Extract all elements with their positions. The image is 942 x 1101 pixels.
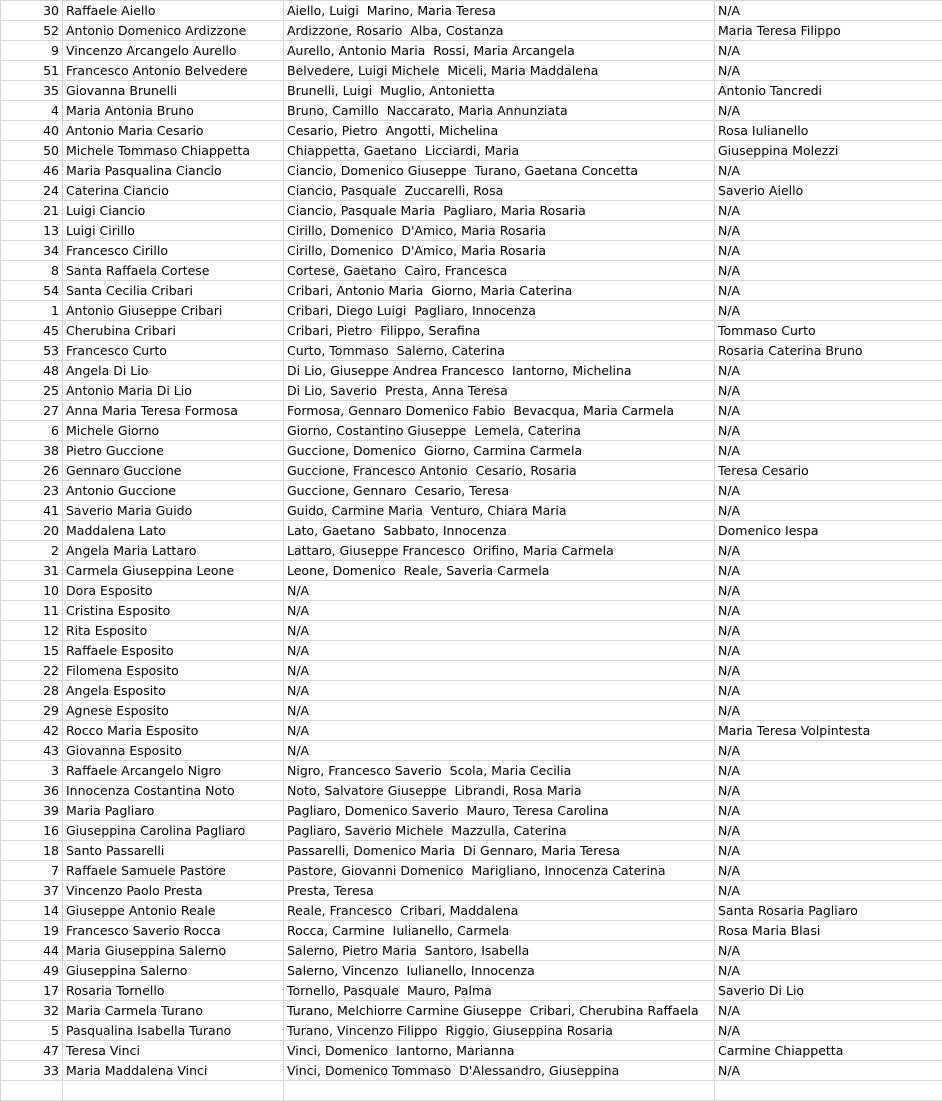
- spouse-cell[interactable]: N/A: [715, 541, 942, 561]
- name-cell[interactable]: Teresa Vinci: [63, 1041, 284, 1061]
- name-cell[interactable]: Raffaele Aiello: [63, 1, 284, 21]
- spouse-cell[interactable]: N/A: [715, 441, 942, 461]
- spouse-cell[interactable]: N/A: [715, 661, 942, 681]
- id-cell[interactable]: 4: [1, 101, 63, 121]
- spreadsheet-body: [1, 1, 942, 1101]
- name-cell[interactable]: Luigi Ciancio: [63, 201, 284, 221]
- id-cell[interactable]: 38: [1, 441, 63, 461]
- spouse-cell[interactable]: N/A: [715, 421, 942, 441]
- spouse-cell[interactable]: N/A: [715, 281, 942, 301]
- table-row: [1, 381, 942, 401]
- table-row: [1, 981, 942, 1001]
- parents-cell[interactable]: Nigro, Francesco Saverio Scola, Maria Cecilia: [284, 761, 715, 781]
- spouse-cell[interactable]: N/A: [715, 821, 942, 841]
- table-row: [1, 621, 942, 641]
- table-row: [1, 581, 942, 601]
- name-cell[interactable]: Maria Pasqualina Ciancio: [63, 161, 284, 181]
- spouse-cell[interactable]: Tommaso Curto: [715, 321, 942, 341]
- table-row: [1, 941, 942, 961]
- parents-cell[interactable]: Ciancio, Domenico Giuseppe Turano, Gaetana Concetta: [284, 161, 715, 181]
- table-row: [1, 401, 942, 421]
- id-cell[interactable]: 5: [1, 1021, 63, 1041]
- id-cell[interactable]: 20: [1, 521, 63, 541]
- id-cell[interactable]: 27: [1, 401, 63, 421]
- table-row: [1, 1081, 942, 1101]
- table-row: [1, 301, 942, 321]
- spouse-cell[interactable]: Domenico Iespa: [715, 521, 942, 541]
- spouse-cell[interactable]: N/A: [715, 381, 942, 401]
- parents-cell[interactable]: Cribari, Diego Luigi Pagliaro, Innocenza: [284, 301, 715, 321]
- parents-cell[interactable]: Ciancio, Pasquale Maria Pagliaro, Maria Rosaria: [284, 201, 715, 221]
- name-cell[interactable]: Angela Esposito: [63, 681, 284, 701]
- table-row: [1, 441, 942, 461]
- table-row: [1, 81, 942, 101]
- name-cell[interactable]: Cherubina Cribari: [63, 321, 284, 341]
- id-cell[interactable]: 26: [1, 461, 63, 481]
- parents-cell[interactable]: N/A: [284, 581, 715, 601]
- name-cell[interactable]: Giovanna Esposito: [63, 741, 284, 761]
- name-cell[interactable]: Caterina Ciancio: [63, 181, 284, 201]
- id-cell[interactable]: 15: [1, 641, 63, 661]
- parents-cell[interactable]: Pagliaro, Saverio Michele Mazzulla, Caterina: [284, 821, 715, 841]
- parents-cell[interactable]: Noto, Salvatore Giuseppe Librandi, Rosa Maria: [284, 781, 715, 801]
- name-cell[interactable]: Luigi Cirillo: [63, 221, 284, 241]
- table-row: [1, 101, 942, 121]
- parents-cell[interactable]: Reale, Francesco Cribari, Maddalena: [284, 901, 715, 921]
- name-cell[interactable]: Michele Tommaso Chiappetta: [63, 141, 284, 161]
- spouse-cell[interactable]: N/A: [715, 241, 942, 261]
- parents-cell[interactable]: [284, 1081, 715, 1101]
- parents-cell[interactable]: Guido, Carmine Maria Venturo, Chiara Maria: [284, 501, 715, 521]
- id-cell[interactable]: 10: [1, 581, 63, 601]
- parents-cell[interactable]: Guccione, Domenico Giorno, Carmina Carmela: [284, 441, 715, 461]
- spouse-cell[interactable]: N/A: [715, 501, 942, 521]
- id-cell[interactable]: 2: [1, 541, 63, 561]
- parents-cell[interactable]: Salerno, Pietro Maria Santoro, Isabella: [284, 941, 715, 961]
- table-row: [1, 321, 942, 341]
- spouse-cell[interactable]: N/A: [715, 161, 942, 181]
- spouse-cell[interactable]: N/A: [715, 201, 942, 221]
- name-cell[interactable]: Antonio Giuseppe Cribari: [63, 301, 284, 321]
- spouse-cell[interactable]: N/A: [715, 481, 942, 501]
- name-cell[interactable]: Francesco Saverio Rocca: [63, 921, 284, 941]
- table-row: [1, 721, 942, 741]
- parents-cell[interactable]: N/A: [284, 701, 715, 721]
- name-cell[interactable]: Giuseppina Salerno: [63, 961, 284, 981]
- name-cell[interactable]: Angela Di Lio: [63, 361, 284, 381]
- id-cell[interactable]: 21: [1, 201, 63, 221]
- id-cell[interactable]: 43: [1, 741, 63, 761]
- table-row: [1, 1021, 942, 1041]
- table-row: [1, 1061, 942, 1081]
- id-cell[interactable]: 24: [1, 181, 63, 201]
- parents-cell[interactable]: Cirillo, Domenico D'Amico, Maria Rosaria: [284, 241, 715, 261]
- spouse-cell[interactable]: N/A: [715, 801, 942, 821]
- parents-cell[interactable]: Chiappetta, Gaetano Licciardi, Maria: [284, 141, 715, 161]
- id-cell[interactable]: 1: [1, 301, 63, 321]
- spouse-cell[interactable]: N/A: [715, 581, 942, 601]
- table-row: [1, 801, 942, 821]
- spouse-cell[interactable]: N/A: [715, 761, 942, 781]
- id-cell[interactable]: 44: [1, 941, 63, 961]
- name-cell[interactable]: Santo Passarelli: [63, 841, 284, 861]
- id-cell[interactable]: 17: [1, 981, 63, 1001]
- id-cell[interactable]: 8: [1, 261, 63, 281]
- table-row: [1, 61, 942, 81]
- parents-cell[interactable]: Leone, Domenico Reale, Saveria Carmela: [284, 561, 715, 581]
- spouse-cell[interactable]: Antonio Tancredi: [715, 81, 942, 101]
- spouse-cell[interactable]: Giuseppina Molezzi: [715, 141, 942, 161]
- table-row: [1, 21, 942, 41]
- name-cell[interactable]: Santa Cecilia Cribari: [63, 281, 284, 301]
- spouse-cell[interactable]: N/A: [715, 261, 942, 281]
- parents-cell[interactable]: Passarelli, Domenico Maria Di Gennaro, Maria Teresa: [284, 841, 715, 861]
- table-row: [1, 181, 942, 201]
- parents-cell[interactable]: Presta, Teresa: [284, 881, 715, 901]
- spouse-cell[interactable]: Rosaria Caterina Bruno: [715, 341, 942, 361]
- spouse-cell[interactable]: N/A: [715, 741, 942, 761]
- parents-cell[interactable]: Cesario, Pietro Angotti, Michelina: [284, 121, 715, 141]
- parents-cell[interactable]: N/A: [284, 621, 715, 641]
- name-cell[interactable]: Francesco Cirillo: [63, 241, 284, 261]
- name-cell[interactable]: Maria Giuseppina Salerno: [63, 941, 284, 961]
- table-row: [1, 681, 942, 701]
- spouse-cell[interactable]: N/A: [715, 61, 942, 81]
- table-row: [1, 201, 942, 221]
- table-row: [1, 1041, 942, 1061]
- name-cell[interactable]: Vincenzo Paolo Presta: [63, 881, 284, 901]
- id-cell[interactable]: 16: [1, 821, 63, 841]
- name-cell[interactable]: Vincenzo Arcangelo Aurello: [63, 41, 284, 61]
- table-row: [1, 741, 942, 761]
- name-cell[interactable]: [63, 1081, 284, 1101]
- name-cell[interactable]: Pasqualina Isabella Turano: [63, 1021, 284, 1041]
- table-row: [1, 341, 942, 361]
- name-cell[interactable]: Raffaele Esposito: [63, 641, 284, 661]
- id-cell[interactable]: 50: [1, 141, 63, 161]
- spouse-cell[interactable]: N/A: [715, 1001, 942, 1021]
- spouse-cell[interactable]: N/A: [715, 601, 942, 621]
- spouse-cell[interactable]: Rosa Maria Blasi: [715, 921, 942, 941]
- id-cell[interactable]: 9: [1, 41, 63, 61]
- id-cell[interactable]: 51: [1, 61, 63, 81]
- name-cell[interactable]: Antonio Maria Di Lio: [63, 381, 284, 401]
- parents-cell[interactable]: Pastore, Giovanni Domenico Marigliano, Innocenza Caterina: [284, 861, 715, 881]
- id-cell[interactable]: 6: [1, 421, 63, 441]
- table-row: [1, 821, 942, 841]
- parents-cell[interactable]: Aurello, Antonio Maria Rossi, Maria Arcangela: [284, 41, 715, 61]
- spouse-cell[interactable]: N/A: [715, 361, 942, 381]
- spouse-cell[interactable]: N/A: [715, 101, 942, 121]
- table-row: [1, 841, 942, 861]
- id-cell[interactable]: 30: [1, 1, 63, 21]
- table-row: [1, 961, 942, 981]
- name-cell[interactable]: Michele Giorno: [63, 421, 284, 441]
- name-cell[interactable]: Rocco Maria Esposito: [63, 721, 284, 741]
- parents-cell[interactable]: N/A: [284, 641, 715, 661]
- parents-cell[interactable]: N/A: [284, 721, 715, 741]
- table-row: [1, 601, 942, 621]
- id-cell[interactable]: 41: [1, 501, 63, 521]
- id-cell[interactable]: 22: [1, 661, 63, 681]
- name-cell[interactable]: Dora Esposito: [63, 581, 284, 601]
- id-cell[interactable]: 35: [1, 81, 63, 101]
- id-cell[interactable]: 40: [1, 121, 63, 141]
- id-cell[interactable]: 36: [1, 781, 63, 801]
- name-cell[interactable]: Santa Raffaela Cortese: [63, 261, 284, 281]
- name-cell[interactable]: Saverio Maria Guido: [63, 501, 284, 521]
- table-row: [1, 261, 942, 281]
- table-row: [1, 521, 942, 541]
- spouse-cell[interactable]: Santa Rosaria Pagliaro: [715, 901, 942, 921]
- table-row: [1, 221, 942, 241]
- name-cell[interactable]: Raffaele Samuele Pastore: [63, 861, 284, 881]
- id-cell[interactable]: 37: [1, 881, 63, 901]
- id-cell[interactable]: 25: [1, 381, 63, 401]
- parents-cell[interactable]: Tornello, Pasquale Mauro, Palma: [284, 981, 715, 1001]
- spouse-cell[interactable]: Maria Teresa Filippo: [715, 21, 942, 41]
- table-row: [1, 1, 942, 21]
- parents-cell[interactable]: Bruno, Camillo Naccarato, Maria Annunziata: [284, 101, 715, 121]
- id-cell[interactable]: 46: [1, 161, 63, 181]
- id-cell[interactable]: [1, 1081, 63, 1101]
- name-cell[interactable]: Maria Carmela Turano: [63, 1001, 284, 1021]
- name-cell[interactable]: Antonio Maria Cesario: [63, 121, 284, 141]
- spouse-cell[interactable]: N/A: [715, 681, 942, 701]
- parents-cell[interactable]: Formosa, Gennaro Domenico Fabio Bevacqua, Maria Carmela: [284, 401, 715, 421]
- name-cell[interactable]: Anna Maria Teresa Formosa: [63, 401, 284, 421]
- name-cell[interactable]: Innocenza Costantina Noto: [63, 781, 284, 801]
- name-cell[interactable]: Pietro Guccione: [63, 441, 284, 461]
- spouse-cell[interactable]: N/A: [715, 881, 942, 901]
- parents-cell[interactable]: Lato, Gaetano Sabbato, Innocenza: [284, 521, 715, 541]
- parents-cell[interactable]: Brunelli, Luigi Muglio, Antonietta: [284, 81, 715, 101]
- parents-cell[interactable]: N/A: [284, 601, 715, 621]
- parents-cell[interactable]: Guccione, Francesco Antonio Cesario, Rosaria: [284, 461, 715, 481]
- spouse-cell[interactable]: N/A: [715, 861, 942, 881]
- parents-cell[interactable]: Cortese, Gaetano Cairo, Francesca: [284, 261, 715, 281]
- id-cell[interactable]: 42: [1, 721, 63, 741]
- table-row: [1, 761, 942, 781]
- table-row: [1, 161, 942, 181]
- table-row: [1, 881, 942, 901]
- id-cell[interactable]: 12: [1, 621, 63, 641]
- name-cell[interactable]: Angela Maria Lattaro: [63, 541, 284, 561]
- parents-cell[interactable]: Ardizzone, Rosario Alba, Costanza: [284, 21, 715, 41]
- parents-cell[interactable]: N/A: [284, 681, 715, 701]
- id-cell[interactable]: 23: [1, 481, 63, 501]
- table-row: [1, 701, 942, 721]
- spouse-cell[interactable]: Teresa Cesario: [715, 461, 942, 481]
- parents-cell[interactable]: Di Lio, Saverio Presta, Anna Teresa: [284, 381, 715, 401]
- parents-cell[interactable]: Turano, Melchiorre Carmine Giuseppe Cribari, Cherubina Raffaela: [284, 1001, 715, 1021]
- parents-cell[interactable]: Pagliaro, Domenico Saverio Mauro, Teresa Carolina: [284, 801, 715, 821]
- table-row: [1, 121, 942, 141]
- table-row: [1, 1001, 942, 1021]
- name-cell[interactable]: Maria Antonia Bruno: [63, 101, 284, 121]
- table-row: [1, 481, 942, 501]
- parents-cell[interactable]: Guccione, Gennaro Cesario, Teresa: [284, 481, 715, 501]
- parents-cell[interactable]: N/A: [284, 661, 715, 681]
- id-cell[interactable]: 18: [1, 841, 63, 861]
- id-cell[interactable]: 33: [1, 1061, 63, 1081]
- parents-cell[interactable]: Salerno, Vincenzo Iulianello, Innocenza: [284, 961, 715, 981]
- table-row: [1, 241, 942, 261]
- spouse-cell[interactable]: N/A: [715, 841, 942, 861]
- spouse-cell[interactable]: N/A: [715, 301, 942, 321]
- name-cell[interactable]: Rita Esposito: [63, 621, 284, 641]
- parents-cell[interactable]: Cirillo, Domenico D'Amico, Maria Rosaria: [284, 221, 715, 241]
- spouse-cell[interactable]: N/A: [715, 961, 942, 981]
- name-cell[interactable]: Giovanna Brunelli: [63, 81, 284, 101]
- parents-cell[interactable]: Cribari, Pietro Filippo, Serafina: [284, 321, 715, 341]
- name-cell[interactable]: Agnese Esposito: [63, 701, 284, 721]
- spouse-cell[interactable]: N/A: [715, 941, 942, 961]
- table-row: [1, 281, 942, 301]
- spouse-cell[interactable]: Rosa Iulianello: [715, 121, 942, 141]
- spouse-cell[interactable]: N/A: [715, 701, 942, 721]
- table-row: [1, 901, 942, 921]
- id-cell[interactable]: 53: [1, 341, 63, 361]
- table-row: [1, 781, 942, 801]
- spouse-cell[interactable]: N/A: [715, 401, 942, 421]
- spouse-cell[interactable]: N/A: [715, 641, 942, 661]
- name-cell[interactable]: Maddalena Lato: [63, 521, 284, 541]
- spouse-cell[interactable]: Carmine Chiappetta: [715, 1041, 942, 1061]
- id-cell[interactable]: 14: [1, 901, 63, 921]
- name-cell[interactable]: Carmela Giuseppina Leone: [63, 561, 284, 581]
- id-cell[interactable]: 29: [1, 701, 63, 721]
- id-cell[interactable]: 3: [1, 761, 63, 781]
- id-cell[interactable]: 49: [1, 961, 63, 981]
- parents-cell[interactable]: Di Lio, Giuseppe Andrea Francesco Iantorno, Michelina: [284, 361, 715, 381]
- spouse-cell[interactable]: N/A: [715, 561, 942, 581]
- table-row: [1, 641, 942, 661]
- name-cell[interactable]: Rosaria Tornello: [63, 981, 284, 1001]
- parents-cell[interactable]: Vinci, Domenico Tommaso D'Alessandro, Giuseppina: [284, 1061, 715, 1081]
- spouse-cell[interactable]: N/A: [715, 781, 942, 801]
- parents-cell[interactable]: Lattaro, Giuseppe Francesco Orifino, Maria Carmela: [284, 541, 715, 561]
- id-cell[interactable]: 45: [1, 321, 63, 341]
- spouse-cell[interactable]: [715, 1081, 942, 1101]
- table-row: [1, 461, 942, 481]
- parents-cell[interactable]: Giorno, Costantino Giuseppe Lemela, Caterina: [284, 421, 715, 441]
- id-cell[interactable]: 7: [1, 861, 63, 881]
- table-row: [1, 141, 942, 161]
- id-cell[interactable]: 48: [1, 361, 63, 381]
- spouse-cell[interactable]: N/A: [715, 41, 942, 61]
- name-cell[interactable]: Giuseppe Antonio Reale: [63, 901, 284, 921]
- name-cell[interactable]: Maria Pagliaro: [63, 801, 284, 821]
- name-cell[interactable]: Giuseppina Carolina Pagliaro: [63, 821, 284, 841]
- table-row: [1, 501, 942, 521]
- spouse-cell[interactable]: Saverio Di Lio: [715, 981, 942, 1001]
- id-cell[interactable]: 31: [1, 561, 63, 581]
- parents-cell[interactable]: Vinci, Domenico Iantorno, Marianna: [284, 1041, 715, 1061]
- table-row: [1, 361, 942, 381]
- table-row: [1, 661, 942, 681]
- parents-cell[interactable]: N/A: [284, 741, 715, 761]
- spouse-cell[interactable]: Maria Teresa Volpintesta: [715, 721, 942, 741]
- id-cell[interactable]: 47: [1, 1041, 63, 1061]
- id-cell[interactable]: 54: [1, 281, 63, 301]
- name-cell[interactable]: Filomena Esposito: [63, 661, 284, 681]
- parents-cell[interactable]: Belvedere, Luigi Michele Miceli, Maria Maddalena: [284, 61, 715, 81]
- id-cell[interactable]: 11: [1, 601, 63, 621]
- parents-cell[interactable]: Rocca, Carmine Iulianello, Carmela: [284, 921, 715, 941]
- table-row: [1, 921, 942, 941]
- parents-cell[interactable]: Turano, Vincenzo Filippo Riggio, Giuseppina Rosaria: [284, 1021, 715, 1041]
- spouse-cell[interactable]: N/A: [715, 1021, 942, 1041]
- id-cell[interactable]: 13: [1, 221, 63, 241]
- parents-cell[interactable]: Ciancio, Pasquale Zuccarelli, Rosa: [284, 181, 715, 201]
- parents-cell[interactable]: Curto, Tommaso Salerno, Caterina: [284, 341, 715, 361]
- name-cell[interactable]: Antonio Guccione: [63, 481, 284, 501]
- id-cell[interactable]: 34: [1, 241, 63, 261]
- spouse-cell[interactable]: N/A: [715, 221, 942, 241]
- name-cell[interactable]: Francesco Curto: [63, 341, 284, 361]
- spouse-cell[interactable]: N/A: [715, 1061, 942, 1081]
- table-row: [1, 421, 942, 441]
- parents-cell[interactable]: Cribari, Antonio Maria Giorno, Maria Caterina: [284, 281, 715, 301]
- table-row: [1, 561, 942, 581]
- name-cell[interactable]: Maria Maddalena Vinci: [63, 1061, 284, 1081]
- name-cell[interactable]: Raffaele Arcangelo Nigro: [63, 761, 284, 781]
- id-cell[interactable]: 39: [1, 801, 63, 821]
- table-row: [1, 541, 942, 561]
- id-cell[interactable]: 32: [1, 1001, 63, 1021]
- name-cell[interactable]: Antonio Domenico Ardizzone: [63, 21, 284, 41]
- name-cell[interactable]: Cristina Esposito: [63, 601, 284, 621]
- id-cell[interactable]: 19: [1, 921, 63, 941]
- spouse-cell[interactable]: N/A: [715, 621, 942, 641]
- id-cell[interactable]: 52: [1, 21, 63, 41]
- name-cell[interactable]: Francesco Antonio Belvedere: [63, 61, 284, 81]
- spouse-cell[interactable]: Saverio Aiello: [715, 181, 942, 201]
- name-cell[interactable]: Gennaro Guccione: [63, 461, 284, 481]
- table-row: [1, 861, 942, 881]
- parents-cell[interactable]: Aiello, Luigi Marino, Maria Teresa: [284, 1, 715, 21]
- spouse-cell[interactable]: N/A: [715, 1, 942, 21]
- table-row: [1, 41, 942, 61]
- id-cell[interactable]: 28: [1, 681, 63, 701]
